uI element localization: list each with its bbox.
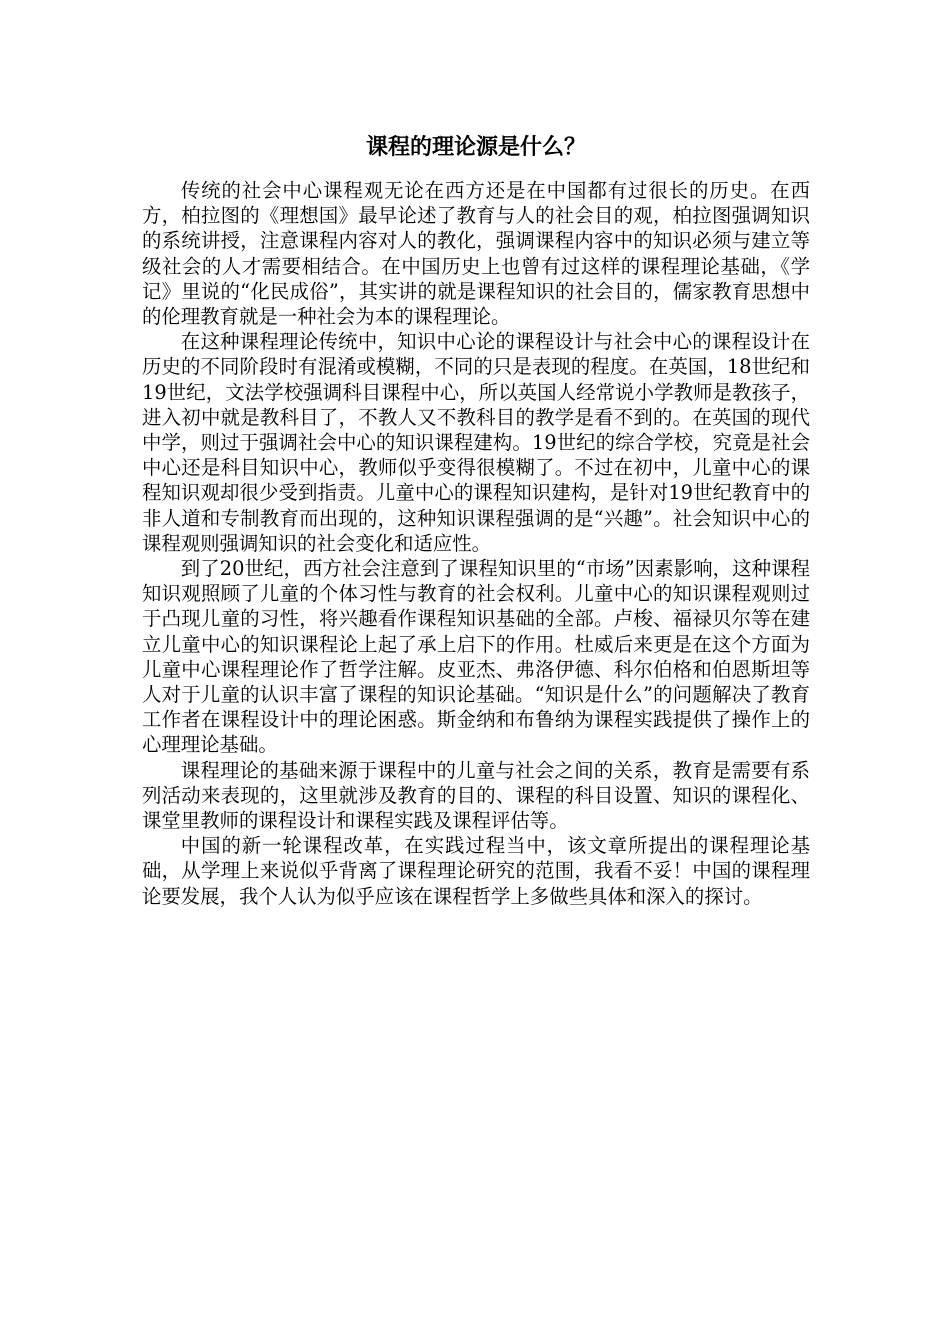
paragraph-2: 在这种课程理论传统中，知识中心论的课程设计与社会中心的课程设计在历史的不同阶段时有混淆或模糊，不同的只是表现的程度。在英国，18世纪和19世纪，文法学校强调科目课程中心，所以英国人经常说小学教师是教孩子，进入初中就是教科目了，不教人又不教科目的教学是看不到的。在英国的现代中学，则过于强调社会中心的知识课程建构。19世纪的综合学校，究竟是社会中心还是科目知识中心，教师似乎变得很模糊了。不过在初中，儿童中心的课程知识观却很少受到指责。儿童中心的课程知识建构，是针对19世纪教育中的非人道和专制教育而出现的，这种知识课程强调的是“兴趣”。社会知识中心的课程观则强调知识的社会变化和适应性。 <box>142 330 810 555</box>
paragraph-4: 课程理论的基础来源于课程中的儿童与社会之间的关系，教育是需要有系列活动来表现的，这里就涉及教育的目的、课程的科目设置、知识的课程化、课堂里教师的课程设计和课程实践及课程评估等。 <box>142 758 810 833</box>
document-page <box>142 132 810 909</box>
document-title: 课程的理论源是什么？ <box>365 135 586 160</box>
paragraph-5: 中国的新一轮课程改革，在实践过程当中，该文章所提出的课程理论基础，从学理上来说似乎背离了课程理论研究的范围，我看不妥！中国的课程理论要发展，我个人认为似乎应该在课程哲学上多做些具体和深入的探讨。 <box>142 834 810 908</box>
paragraph-1: 传统的社会中心课程观无论在西方还是在中国都有过很长的历史。在西方，柏拉图的《理想国》最早论述了教育与人的社会目的观，柏拉图强调知识的系统讲授，注意课程内容对人的教化，强调课程内容中的知识必须与建立等级社会的人才需要相结合。在中国历史上也曾有过这样的课程理论基础，《学记》里说的“化民成俗”，其实讲的就是课程知识的社会目的，儒家教育思想中的伦理教育就是一种社会为本的课程理论。 <box>142 179 810 329</box>
paragraph-3: 到了20世纪，西方社会注意到了课程知识里的“市场”因素影响，这种课程知识观照顾了儿童的个体习性与教育的社会权利。儿童中心的知识课程观则过于凸现儿童的习性，将兴趣看作课程知识基础的全部。卢梭、福禄贝尔等在建立儿童中心的知识课程论上起了承上启下的作用。杜威后来更是在这个方面为儿童中心课程理论作了哲学注解。皮亚杰、弗洛伊德、科尔伯格和伯恩斯坦等人对于儿童的认识丰富了课程的知识论基础。“知识是什么”的问题解决了教育工作者在课程设计中的理论困惑。斯金纳和布鲁纳为课程实践提供了操作上的心理理论基础。 <box>142 557 810 757</box>
